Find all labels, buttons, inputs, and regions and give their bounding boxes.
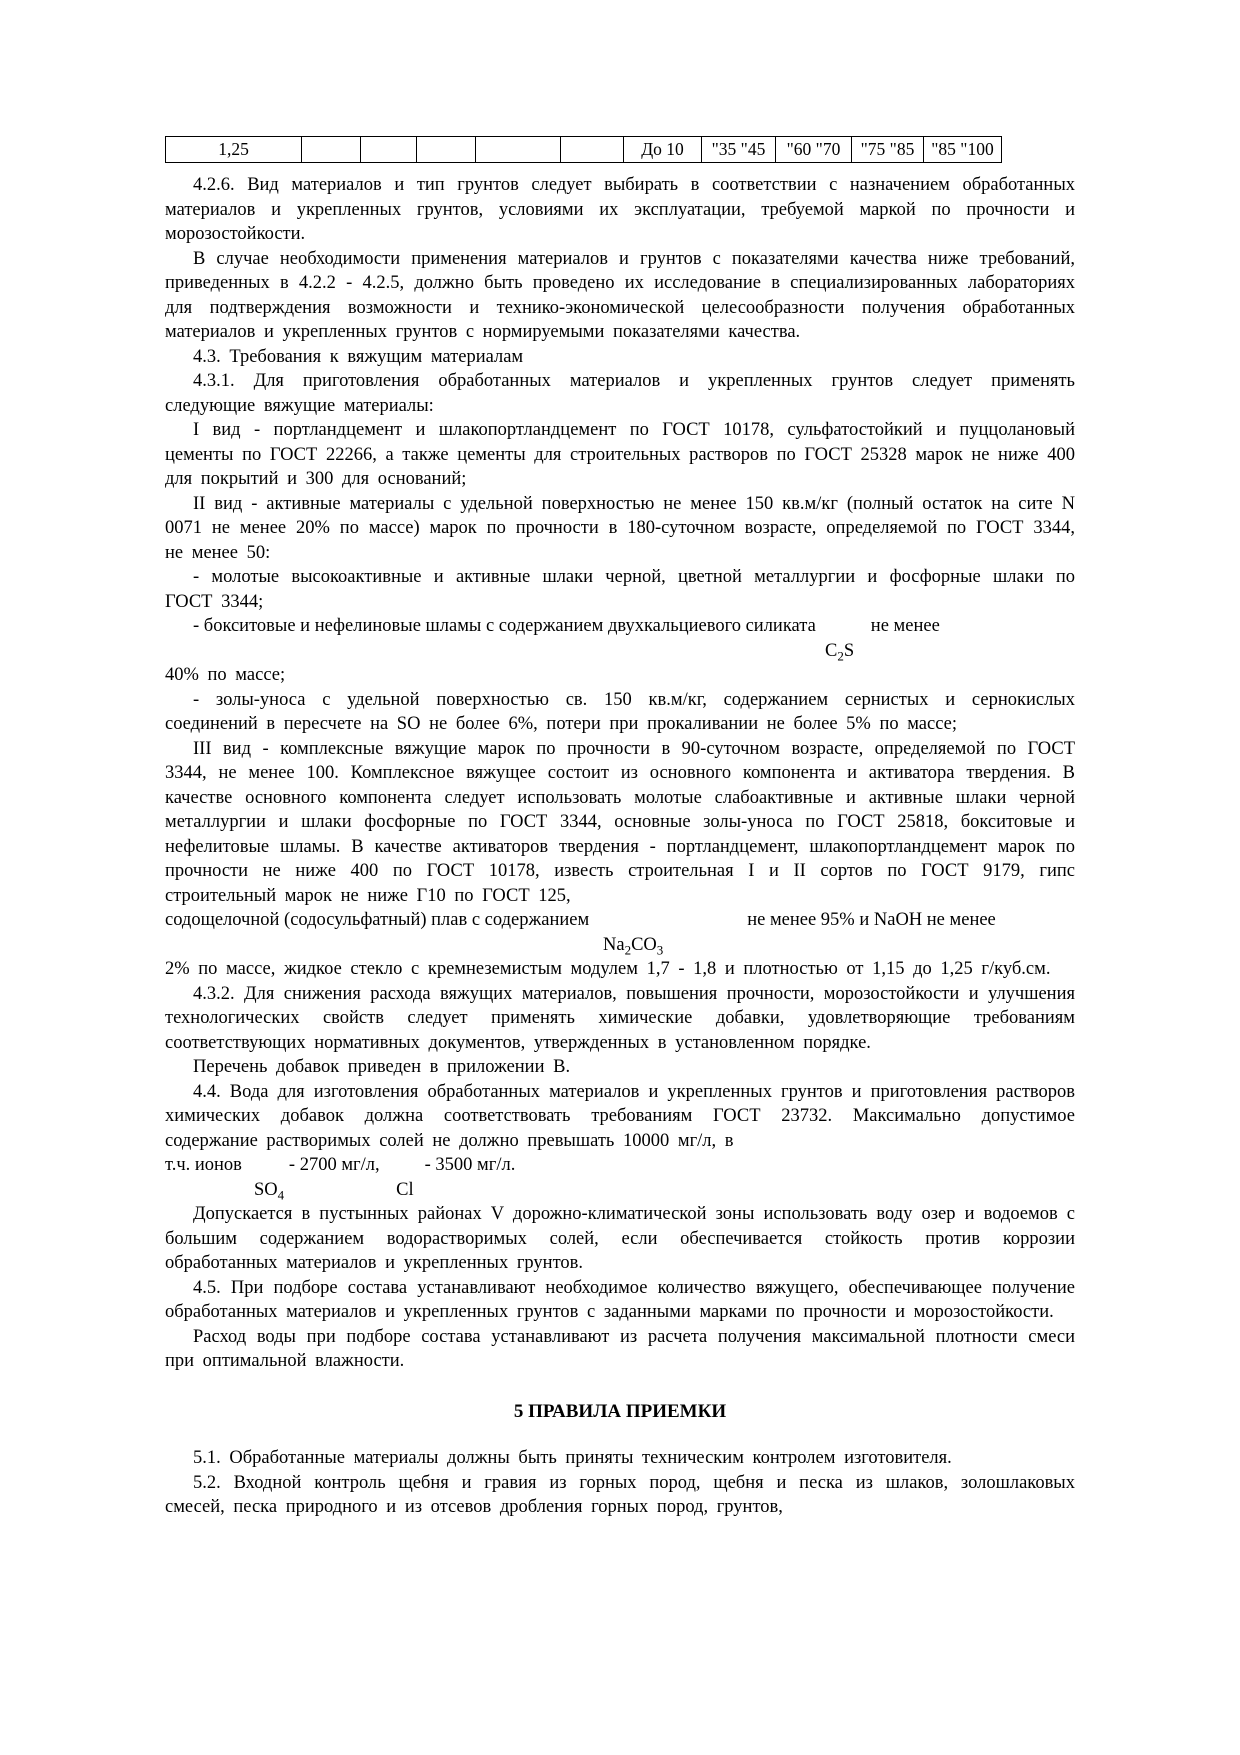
paragraph: 4.3.2. Для снижения расхода вяжущих материалов, повышения прочности, морозостойкости и улучшения технологических свойств следует применять химические добавки, удовлетворяющие требованиям соответствующих нормативных документов, утвержденных в установленном порядке.: [165, 983, 1075, 1053]
chemical-formula-line: [165, 639, 1075, 664]
text-segment: - 3500 мг/л.: [424, 1155, 516, 1175]
subscript: 2: [837, 648, 844, 664]
table-cell: До 10: [624, 137, 702, 163]
table-cell: "75 "85: [852, 137, 924, 163]
text-segment: содощелочной (содосульфатный) плав с содержанием: [165, 910, 590, 930]
chemical-formula-line: [165, 933, 1075, 958]
document-body: [165, 0, 1075, 1520]
paragraph: 4.3.1. Для приготовления обработанных материалов и укрепленных грунтов следует применять следующие вяжущие материалы:: [165, 371, 1075, 416]
paragraph: II вид - активные материалы с удельной поверхностью не менее 150 кв.м/кг (полный остаток на сите N 0071 не менее 20% по массе) марок по прочности в 180-суточном возрасте, определяемой по ГОСТ 3344, не менее 50:: [165, 493, 1075, 563]
text-segment: не менее 95% и NaOH не менее: [747, 910, 996, 930]
spacer: [816, 630, 871, 631]
paragraph: 4.3. Требования к вяжущим материалам: [193, 346, 524, 367]
paragraph: 4.2.6. Вид материалов и тип грунтов следует выбирать в соответствии с назначением обработанных материалов и укрепленных грунтов, условиями их эксплуатации, требуемой маркой по прочности и морозостойкости.: [165, 175, 1075, 244]
paragraph: Допускается в пустынных районах V дорожно-климатической зоны использовать воду озер и водоемов с большим содержанием водорастворимых солей, если обеспечивается стойкость против коррозии обработанных материалов и укрепленных грунтов.: [165, 1204, 1075, 1273]
table-cell: [417, 137, 476, 163]
table-fragment: [165, 136, 1002, 163]
paragraph: Перечень добавок приведен в приложении В.: [193, 1057, 571, 1077]
paragraph: Расход воды при подборе состава устанавливают из расчета получения максимальной плотности смеси при оптимальной влажности.: [165, 1326, 1075, 1371]
text-segment: S: [843, 640, 855, 661]
text-line: [165, 614, 1075, 639]
paragraph: 5.1. Обработанные материалы должны быть приняты техническим контролем изготовителя.: [193, 1448, 952, 1468]
text-segment: CO: [631, 934, 657, 955]
table-cell: "35 "45: [702, 137, 776, 163]
table-cell: [476, 137, 561, 163]
subscript: 4: [277, 1187, 285, 1203]
table-cell: [561, 137, 624, 163]
spacer: [589, 924, 747, 925]
text-segment: т.ч. ионов: [165, 1155, 242, 1175]
paragraph: 4.4. Вода для изготовления обработанных материалов и укрепленных грунтов и приготовления растворов химических добавок должна соответствовать требованиям ГОСТ 23732. Максимально допустимое содержание растворимых солей не должно превышать 10000 мг/л, в: [165, 1081, 1075, 1151]
paragraph: - молотые высокоактивные и активные шлаки черной, цветной металлургии и фосфорные шлаки по ГОСТ 3344;: [165, 567, 1075, 612]
section-heading: 5 ПРАВИЛА ПРИЕМКИ: [513, 1400, 727, 1422]
text-segment: SO: [254, 1179, 278, 1200]
subscript: 2: [624, 942, 632, 958]
paragraph: 2% по массе, жидкое стекло с кремнеземистым модулем 1,7 - 1,8 и плотностью от 1,15 до 1,25 г/куб.см.: [165, 959, 1051, 979]
table-cell: "85 "100: [924, 137, 1002, 163]
spacer: [242, 1169, 289, 1170]
text-segment: - бокситовые и нефелиновые шламы с содержанием двухкальциевого силиката: [193, 616, 816, 636]
text-segment: Cl: [396, 1179, 414, 1200]
chemical-formula-line: [165, 1178, 1075, 1203]
paragraph: - золы-уноса с удельной поверхностью св. 150 кв.м/кг, содержанием сернистых и сернокислых соединений в пересчете на SO не более 6%, потери при прокаливании не более 5% по массе;: [165, 689, 1075, 734]
text-line: [165, 1153, 1075, 1178]
spacer: [165, 655, 825, 656]
spacer: [284, 1194, 396, 1195]
paragraph: III вид - комплексные вяжущие марок по прочности в 90-суточном возрасте, определяемой по ГОСТ 3344, не менее 100. Комплексное вяжущее состоит из основного компонента и активатора твердения. В качестве основного компонента следует использовать молотые слабоактивные и активные шлаки черной металлургии и шлаки фосфорные по ГОСТ 3344, основные золы-уноса по ГОСТ 25818, бокситовые и нефелитовые шламы. В качестве активаторов твердения - портландцемент, шлакопортландцемент марок по прочности не ниже 400 по ГОСТ 10178, известь строительная I и II сортов по ГОСТ 9179, гипс строительный марок не ниже Г10 по ГОСТ 125,: [165, 738, 1075, 906]
paragraph: 40% по массе;: [165, 665, 286, 685]
paragraph: 4.5. При подборе состава устанавливают необходимое количество вяжущего, обеспечивающее получение обработанных материалов и укрепленных грунтов с заданными марками по прочности и морозостойкости.: [165, 1277, 1075, 1322]
text-segment: Na: [603, 934, 625, 955]
table-cell: 1,25: [166, 137, 302, 163]
table-cell: [302, 137, 361, 163]
subscript: 3: [656, 942, 664, 958]
text-segment: - 2700 мг/л,: [288, 1155, 380, 1175]
text-line: [165, 908, 1075, 933]
text-segment: C: [825, 640, 838, 661]
text-segment: не менее: [870, 616, 940, 636]
table-cell: [361, 137, 417, 163]
table-cell: "60 "70: [776, 137, 852, 163]
spacer: [165, 1194, 254, 1195]
spacer: [165, 949, 603, 950]
paragraph: I вид - портландцемент и шлакопортландцемент по ГОСТ 10178, сульфатостойкий и пуццолановый цементы по ГОСТ 22266, а также цементы для строительных растворов по ГОСТ 25328 марок не ниже 400 для покрытий и 300 для оснований;: [165, 420, 1075, 489]
spacer: [380, 1169, 425, 1170]
paragraph: 5.2. Входной контроль щебня и гравия из горных пород, щебня и песка из шлаков, золошлаковых смесей, песка природного и из отсевов дробления горных пород, грунтов,: [165, 1472, 1075, 1517]
paragraph: В случае необходимости применения материалов и грунтов с показателями качества ниже требований, приведенных в 4.2.2 - 4.2.5, должно быть проведено их исследование в специализированных лабораториях для подтверждения возможности и технико-экономической целесообразности получения обработанных материалов и укрепленных грунтов с нормируемыми показателями качества.: [165, 248, 1075, 342]
